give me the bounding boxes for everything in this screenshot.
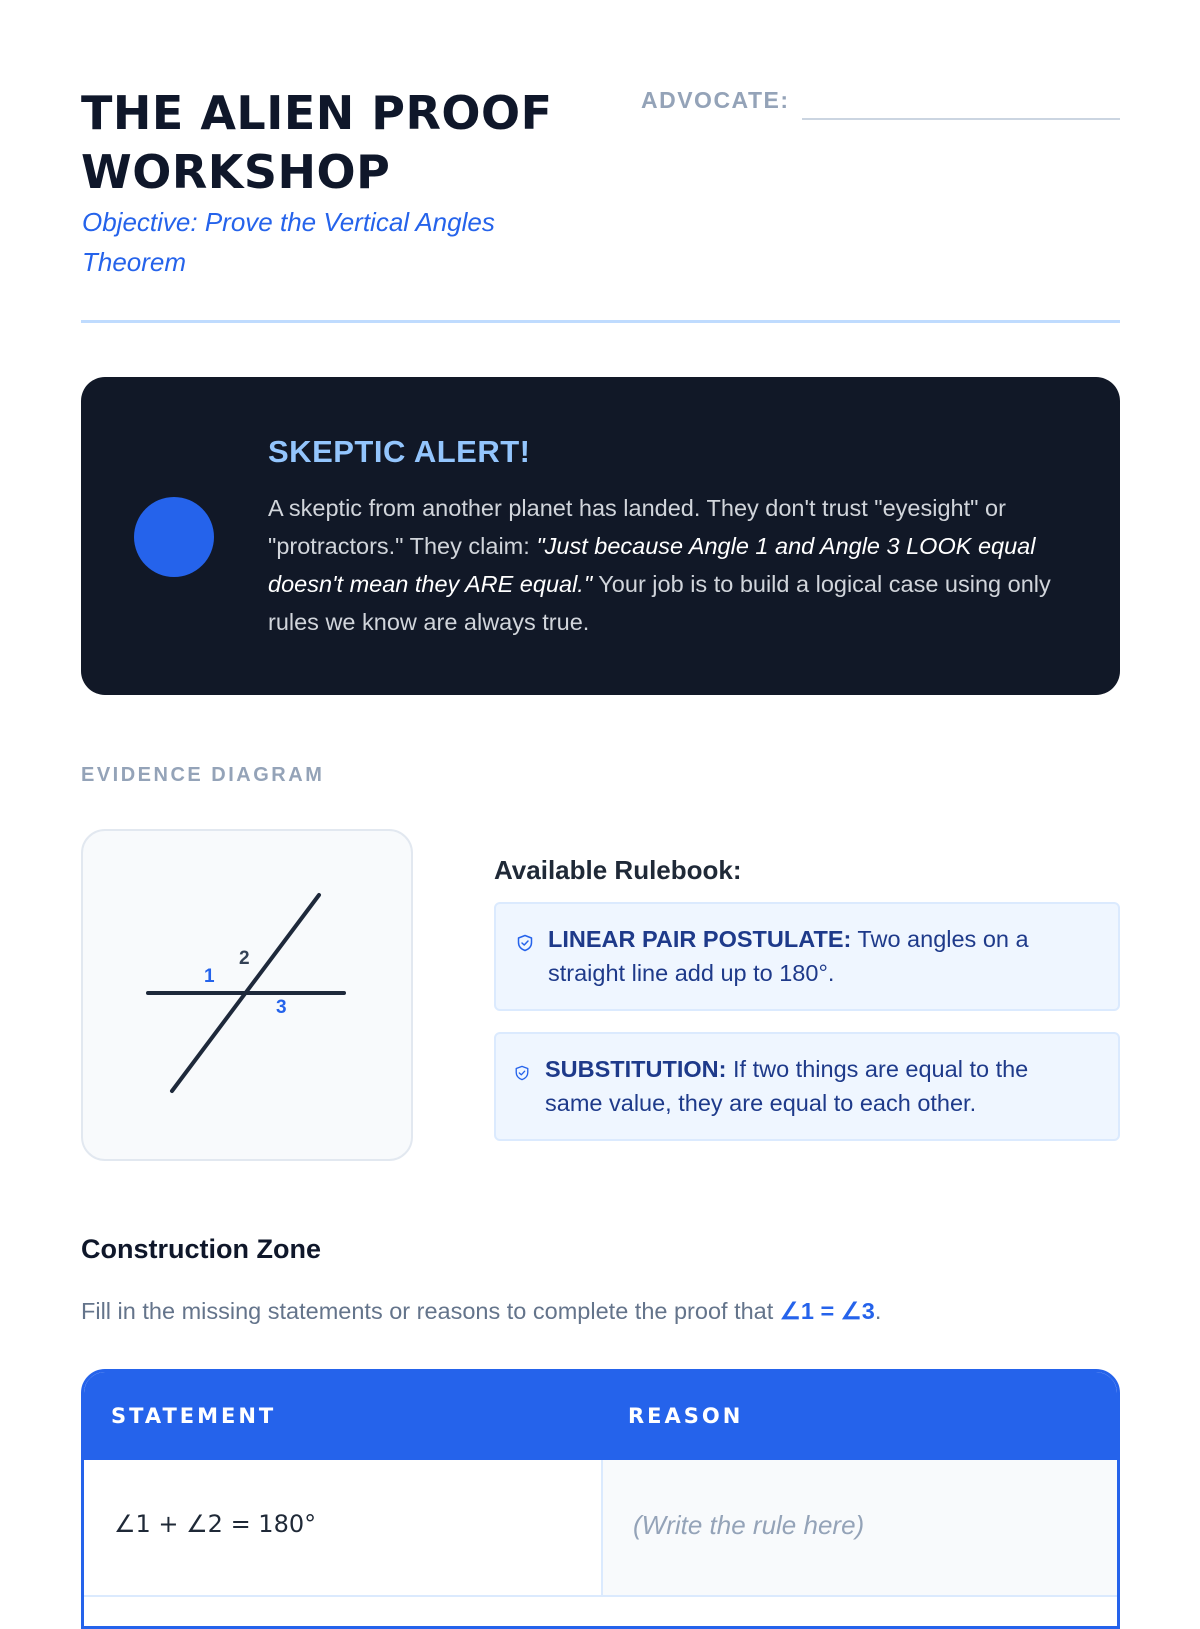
alert-body-intro: A skeptic from another planet has landed. They don't trust "eyesight" or "protractors." They claim: xyxy=(268,495,1006,559)
advocate-field[interactable] xyxy=(641,84,1120,120)
evidence-section-label: EVIDENCE DIAGRAM xyxy=(81,764,325,786)
rule-name: SUBSTITUTION: xyxy=(545,1056,727,1082)
row-divider xyxy=(84,1595,1117,1597)
rule-description: If two things are equal to the same value, they are equal to each other. xyxy=(545,1056,1029,1116)
table-row xyxy=(84,1460,1117,1595)
alert-circle-icon xyxy=(134,497,214,577)
reason-column-header: REASON xyxy=(628,1404,744,1428)
rule-text xyxy=(545,1052,1085,1120)
statement-text: ∠1 + ∠2 = 180° xyxy=(114,1510,317,1538)
rule-text xyxy=(548,922,1088,990)
worksheet-header xyxy=(81,84,1120,324)
rule-name: LINEAR PAIR POSTULATE: xyxy=(548,926,852,952)
construction-zone-title: Construction Zone xyxy=(81,1234,321,1264)
statement-column-header: STATEMENT xyxy=(111,1404,277,1428)
skeptic-alert-panel xyxy=(81,377,1120,695)
instructions-text: Fill in the missing statements or reasons to complete the proof that xyxy=(81,1298,780,1324)
advocate-name-line[interactable] xyxy=(802,118,1120,120)
rule-card-substitution xyxy=(494,1032,1120,1141)
page-title: THE ALIEN PROOF WORKSHOP xyxy=(81,86,553,199)
rule-description: Two angles on a straight line add up to 180°. xyxy=(548,926,1029,986)
evidence-diagram xyxy=(81,829,413,1161)
statement-cell xyxy=(84,1460,603,1595)
rule-card-linear-pair xyxy=(494,902,1120,1011)
angle-1-label: 1 xyxy=(204,966,215,987)
header-divider xyxy=(81,320,1120,323)
alert-title: SKEPTIC ALERT! xyxy=(268,434,531,469)
skeptic-quote: "Just because Angle 1 and Angle 3 LOOK equal doesn't mean they ARE equal." xyxy=(268,533,1036,597)
angle-3-label: 3 xyxy=(276,997,287,1018)
proof-goal: ∠1 = ∠3 xyxy=(779,1298,875,1324)
angle-2-label: 2 xyxy=(239,948,250,969)
reason-cell[interactable] xyxy=(603,1460,1117,1595)
alert-body xyxy=(268,489,1068,641)
shield-check-icon xyxy=(514,1065,530,1081)
shield-check-icon xyxy=(516,934,534,952)
vertical-angles-diagram xyxy=(83,831,415,1163)
alert-body-task: Your job is to build a logical case using only rules we know are always true. xyxy=(268,571,1051,635)
reason-placeholder[interactable]: (Write the rule here) xyxy=(633,1510,865,1540)
instructions-period: . xyxy=(874,1298,882,1324)
advocate-label: ADVOCATE: xyxy=(641,87,790,113)
rulebook-title: Available Rulebook: xyxy=(494,855,742,885)
proof-table-header xyxy=(84,1372,1117,1460)
construction-instructions xyxy=(81,1297,881,1325)
objective-subtitle: Objective: Prove the Vertical Angles Theorem xyxy=(82,207,495,277)
proof-table xyxy=(81,1369,1120,1629)
